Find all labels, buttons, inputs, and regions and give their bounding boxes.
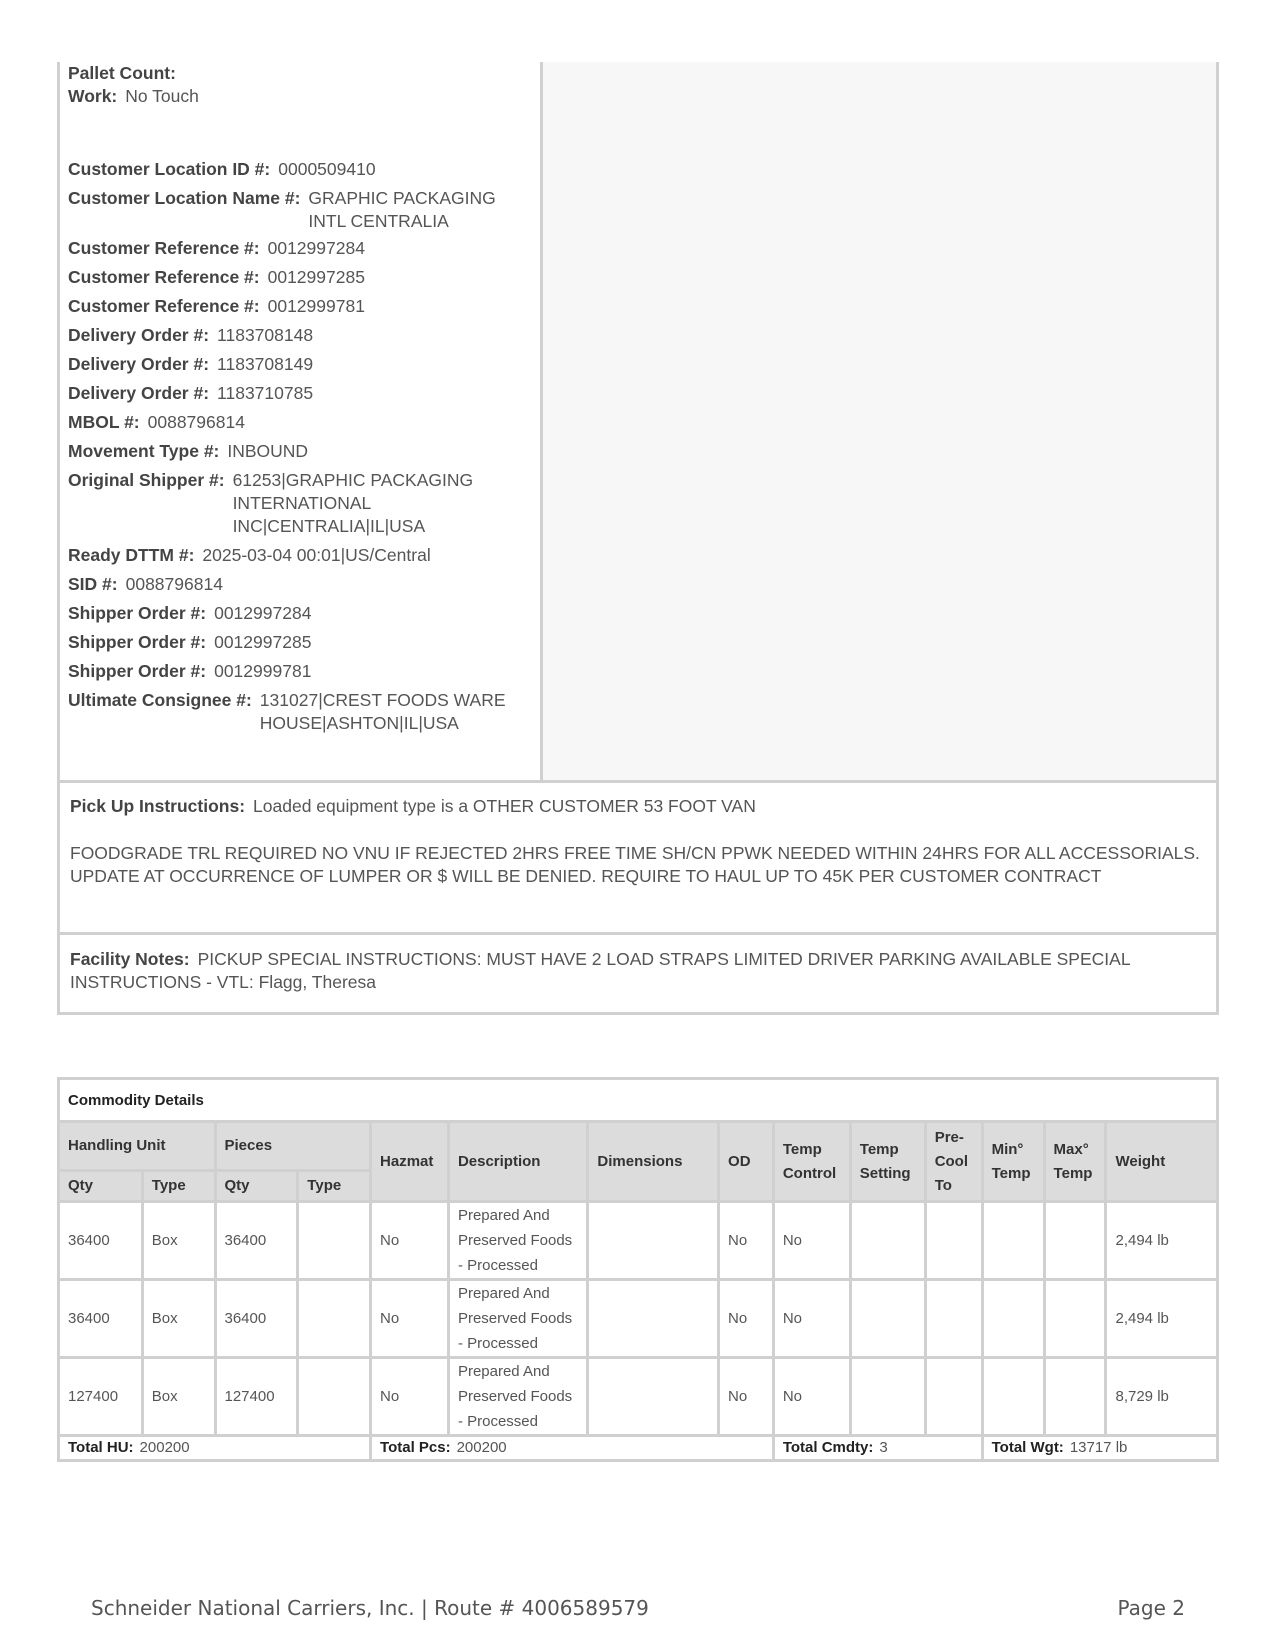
min-temp-cell — [982, 1280, 1044, 1358]
detail-value: 1183710785 — [217, 383, 314, 403]
temp-setting-cell — [850, 1358, 925, 1436]
pallet-count-row — [68, 62, 184, 85]
detail-label: Delivery Order #: — [68, 325, 210, 345]
max-temp-cell — [1044, 1280, 1106, 1358]
header-hu-qty: Qty — [59, 1171, 143, 1202]
detail-label: Shipper Order #: — [68, 603, 207, 623]
total-cmdty — [773, 1436, 982, 1461]
od-cell: No — [719, 1280, 774, 1358]
pallet-count-label: Pallet Count: — [68, 63, 176, 83]
detail-row — [68, 660, 311, 683]
hu-qty-cell: 36400 — [59, 1202, 143, 1280]
od-cell: No — [719, 1202, 774, 1280]
header-weight: Weight — [1106, 1122, 1218, 1202]
max-temp-cell — [1044, 1202, 1106, 1280]
max-temp-cell — [1044, 1358, 1106, 1436]
total-cmdty-label: Total Cmdty: — [782, 1439, 874, 1456]
total-cmdty-value: 3 — [879, 1439, 888, 1456]
header-description: Description — [448, 1122, 587, 1202]
pcs-type-cell — [298, 1280, 371, 1358]
detail-label: Customer Location Name #: — [68, 188, 301, 208]
commodity-details-table — [57, 1077, 1219, 1462]
footer-page-number: Page 2 — [1117, 1596, 1185, 1620]
detail-row — [68, 602, 311, 625]
total-pcs-label: Total Pcs: — [380, 1439, 451, 1456]
temp-setting-cell — [850, 1202, 925, 1280]
detail-value: 0012997285 — [214, 632, 312, 652]
facility-label: Facility Notes: — [70, 949, 190, 969]
pcs-type-cell — [298, 1358, 371, 1436]
blank-panel — [543, 62, 1216, 780]
detail-row — [68, 266, 365, 289]
header-pieces: Pieces — [215, 1122, 371, 1171]
total-hu — [59, 1436, 371, 1461]
table-row — [59, 1358, 1218, 1436]
detail-row — [68, 295, 365, 318]
pickup-value: Loaded equipment type is a OTHER CUSTOMER 53 FOOT VAN — [253, 796, 756, 816]
work-value: No Touch — [125, 86, 199, 106]
header-temp-control: Temp Control — [773, 1122, 850, 1202]
header-min-temp: Min° Temp — [982, 1122, 1044, 1202]
temp-setting-cell — [850, 1280, 925, 1358]
detail-value: GRAPHIC PACKAGING INTL CENTRALIA — [308, 188, 496, 231]
detail-row — [68, 187, 508, 233]
temp-control-cell: No — [773, 1358, 850, 1436]
detail-label: Shipper Order #: — [68, 632, 207, 652]
detail-value: 0088796814 — [125, 574, 223, 594]
detail-value: 0012997285 — [267, 267, 365, 287]
detail-row — [68, 324, 313, 347]
temp-control-cell: No — [773, 1280, 850, 1358]
detail-label: Ready DTTM #: — [68, 545, 195, 565]
detail-row — [68, 382, 313, 405]
pcs-qty-cell: 127400 — [215, 1358, 298, 1436]
detail-label: SID #: — [68, 574, 118, 594]
header-temp-setting: Temp Setting — [850, 1122, 925, 1202]
total-hu-label: Total HU: — [68, 1439, 134, 1456]
detail-label: Delivery Order #: — [68, 383, 210, 403]
od-cell: No — [719, 1358, 774, 1436]
detail-row — [68, 469, 488, 538]
header-hazmat: Hazmat — [371, 1122, 449, 1202]
header-handling-unit: Handling Unit — [59, 1122, 216, 1171]
detail-label: Ultimate Consignee #: — [68, 690, 252, 710]
detail-row — [68, 573, 223, 596]
header-hu-type: Type — [142, 1171, 215, 1202]
pickup-line — [70, 795, 1206, 818]
detail-row — [68, 689, 518, 735]
temp-control-cell: No — [773, 1202, 850, 1280]
weight-cell: 8,729 lb — [1106, 1358, 1218, 1436]
hu-qty-cell: 36400 — [59, 1280, 143, 1358]
description-cell: Prepared And Preserved Foods - Processed — [448, 1280, 587, 1358]
detail-label: Customer Reference #: — [68, 238, 260, 258]
hu-type-cell: Box — [142, 1202, 215, 1280]
detail-row — [68, 411, 245, 434]
dimensions-cell — [588, 1280, 719, 1358]
detail-value: 0012999781 — [214, 661, 312, 681]
detail-row — [68, 544, 431, 567]
header-max-temp: Max° Temp — [1044, 1122, 1106, 1202]
detail-row — [68, 237, 365, 260]
detail-value: INBOUND — [227, 441, 309, 461]
total-hu-value: 200200 — [139, 1439, 190, 1456]
detail-label: Shipper Order #: — [68, 661, 207, 681]
detail-label: Customer Location ID #: — [68, 159, 271, 179]
header-pcs-type: Type — [298, 1171, 371, 1202]
detail-label: Delivery Order #: — [68, 354, 210, 374]
header-pcs-qty: Qty — [215, 1171, 298, 1202]
detail-label: Customer Reference #: — [68, 267, 260, 287]
detail-value: 61253|GRAPHIC PACKAGING INTERNATIONAL INC|CENTRALIA|IL|USA — [232, 470, 474, 536]
pcs-type-cell — [298, 1202, 371, 1280]
detail-value: 131027|CREST FOODS WAREHOUSE|ASHTON|IL|USA — [259, 690, 506, 733]
header-precool: Pre-Cool To — [925, 1122, 982, 1202]
dimensions-cell — [588, 1202, 719, 1280]
detail-label: Original Shipper #: — [68, 470, 225, 490]
work-row — [68, 85, 199, 108]
footer-route: Schneider National Carriers, Inc. | Route # 4006589579 — [91, 1596, 649, 1620]
hu-qty-cell: 127400 — [59, 1358, 143, 1436]
weight-cell: 2,494 lb — [1106, 1202, 1218, 1280]
details-column — [60, 62, 543, 780]
detail-value: 1183708148 — [217, 325, 314, 345]
pcs-qty-cell: 36400 — [215, 1280, 298, 1358]
facility-value: PICKUP SPECIAL INSTRUCTIONS: MUST HAVE 2 LOAD STRAPS LIMITED DRIVER PARKING AVAILABLE SPECIAL INSTRUCTIONS - VTL: Flagg, Theresa — [70, 949, 1130, 992]
detail-label: Customer Reference #: — [68, 296, 260, 316]
work-label: Work: — [68, 86, 118, 106]
pickup-note: FOODGRADE TRL REQUIRED NO VNU IF REJECTED 2HRS FREE TIME SH/CN PPWK NEEDED WITHIN 24HRS FOR ALL ACCESSORIALS. UPDATE AT OCCURRENCE OF LUMPER OR $ WILL BE DENIED. REQUIRE TO HAUL UP TO 45K PER CUSTOMER CONTRACT — [70, 843, 1200, 886]
detail-value: 1183708149 — [217, 354, 314, 374]
detail-label: MBOL #: — [68, 412, 140, 432]
header-dimensions: Dimensions — [588, 1122, 719, 1202]
facility-notes — [57, 935, 1219, 1015]
detail-value: 0088796814 — [147, 412, 245, 432]
detail-row — [68, 158, 376, 181]
min-temp-cell — [982, 1202, 1044, 1280]
description-cell: Prepared And Preserved Foods - Processed — [448, 1202, 587, 1280]
pcs-qty-cell: 36400 — [215, 1202, 298, 1280]
hu-type-cell: Box — [142, 1280, 215, 1358]
detail-row — [68, 353, 313, 376]
min-temp-cell — [982, 1358, 1044, 1436]
total-wgt-label: Total Wgt: — [991, 1439, 1064, 1456]
dimensions-cell — [588, 1358, 719, 1436]
precool-cell — [925, 1358, 982, 1436]
hazmat-cell: No — [371, 1358, 449, 1436]
table-row — [59, 1202, 1218, 1280]
detail-value: 2025-03-04 00:01|US/Central — [202, 545, 431, 565]
detail-value: 0012999781 — [267, 296, 365, 316]
precool-cell — [925, 1280, 982, 1358]
total-pcs-value: 200200 — [456, 1439, 507, 1456]
table-row — [59, 1280, 1218, 1358]
total-wgt-value: 13717 lb — [1069, 1439, 1128, 1456]
total-pcs — [371, 1436, 774, 1461]
hu-type-cell: Box — [142, 1358, 215, 1436]
commodity-title: Commodity Details — [59, 1079, 1218, 1122]
totals-row — [59, 1436, 1218, 1461]
hazmat-cell: No — [371, 1202, 449, 1280]
shipment-details-box — [57, 62, 1219, 783]
detail-value: 0000509410 — [278, 159, 376, 179]
hazmat-cell: No — [371, 1280, 449, 1358]
detail-value: 0012997284 — [214, 603, 312, 623]
weight-cell: 2,494 lb — [1106, 1280, 1218, 1358]
header-od: OD — [719, 1122, 774, 1202]
detail-value: 0012997284 — [267, 238, 365, 258]
description-cell: Prepared And Preserved Foods - Processed — [448, 1358, 587, 1436]
pickup-instructions — [57, 783, 1219, 935]
detail-row — [68, 631, 311, 654]
detail-row — [68, 440, 308, 463]
precool-cell — [925, 1202, 982, 1280]
pickup-label: Pick Up Instructions: — [70, 796, 246, 816]
detail-label: Movement Type #: — [68, 441, 220, 461]
total-wgt — [982, 1436, 1217, 1461]
